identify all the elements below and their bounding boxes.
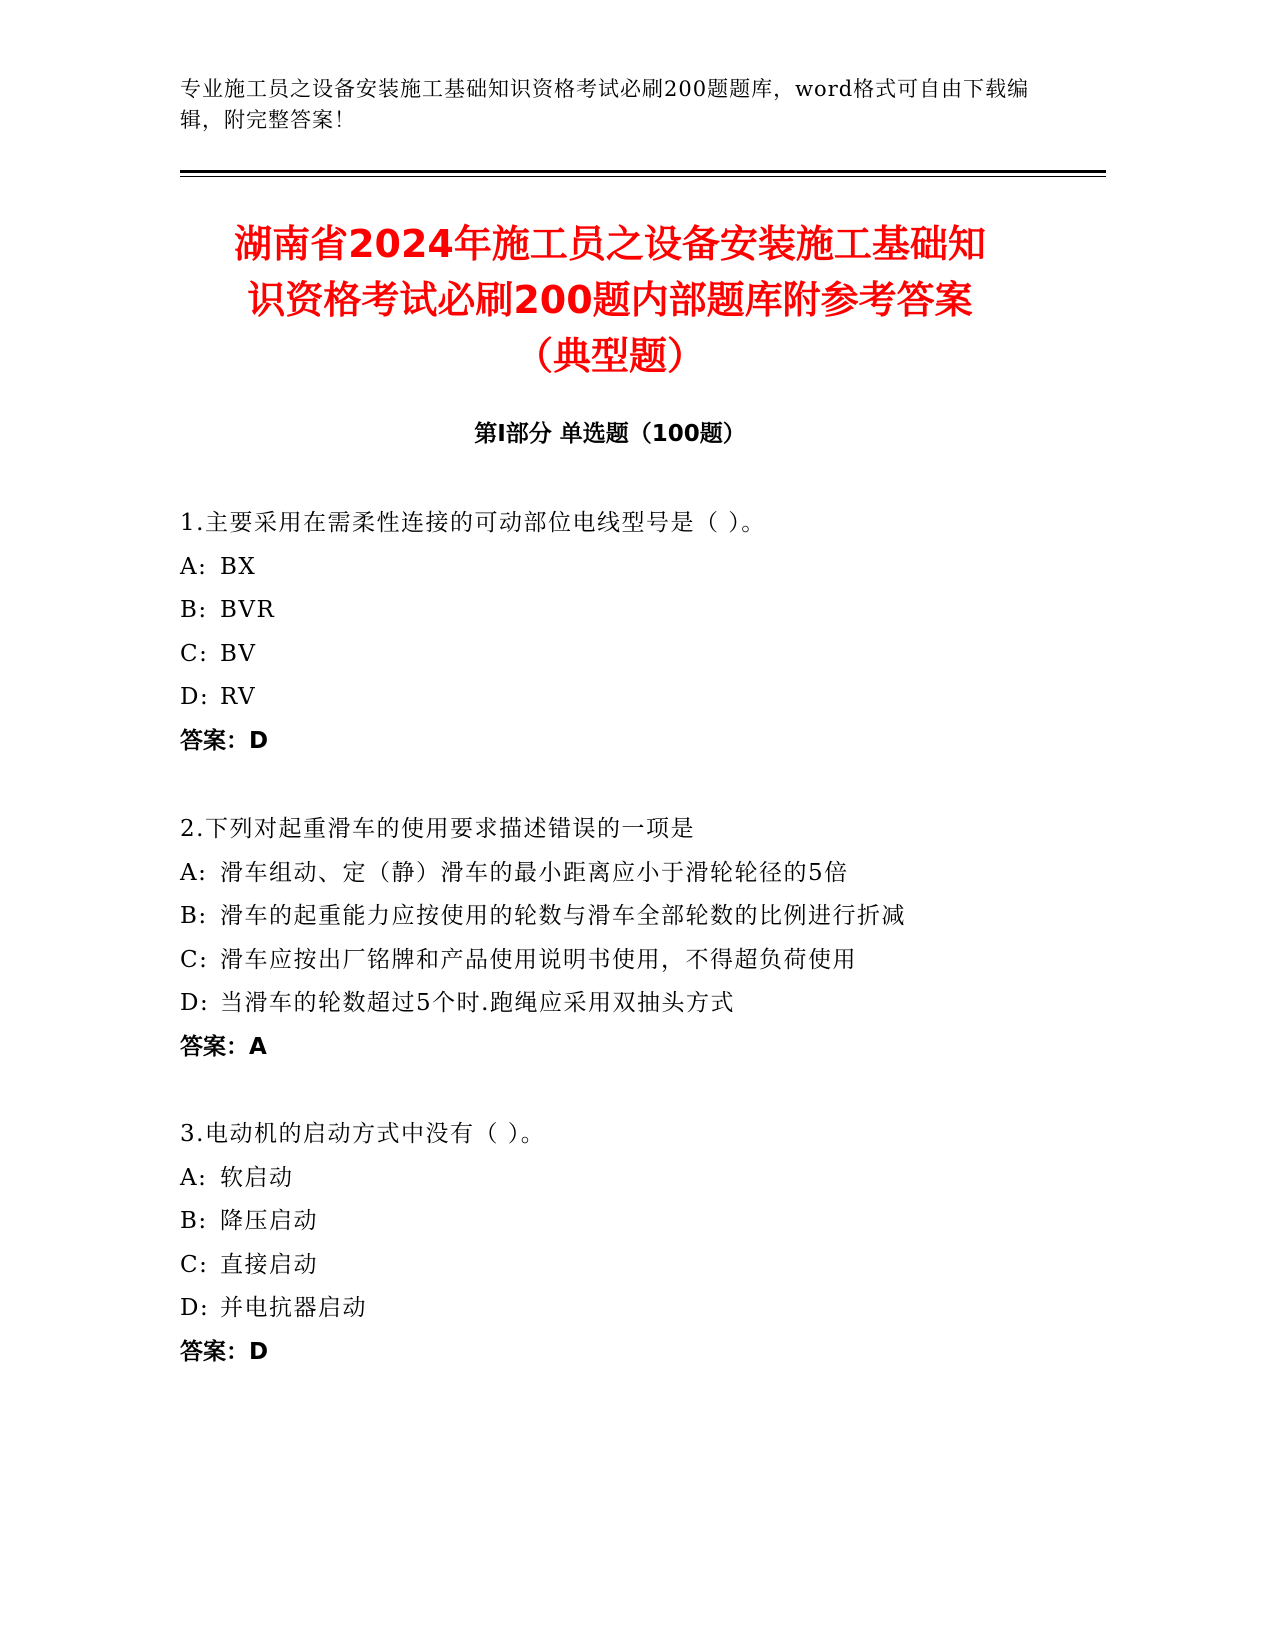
option-b <box>180 895 1060 939</box>
option-text: 软启动 <box>220 1164 294 1191</box>
option-text: 当滑车的轮数超过5个时.跑绳应采用双抽头方式 <box>220 990 735 1016</box>
option-label: A: <box>180 1164 208 1191</box>
answer: 答案：A <box>180 1033 267 1060</box>
option-label: A: <box>180 553 208 580</box>
option-text: 降压启动 <box>220 1208 318 1234</box>
option-d <box>180 676 1060 720</box>
header-note: 专业施工员之设备安装施工基础知识资格考试必刷200题题库，word格式可自由下载编辑，附完整答案！ <box>180 77 1030 132</box>
option-text: 直接启动 <box>220 1251 318 1278</box>
title-line-1: 湖南省2024年施工员之设备安装施工基础知 <box>234 222 986 266</box>
header-rule-thick <box>180 170 1106 173</box>
option-text: BV <box>220 640 257 667</box>
title-line-3: （典型题） <box>514 334 705 378</box>
option-label: B: <box>180 1208 208 1234</box>
option-label: A: <box>180 859 208 886</box>
option-text: 并电抗器启动 <box>220 1295 367 1321</box>
option-c <box>180 939 1060 983</box>
option-text: 滑车应按出厂铭牌和产品使用说明书使用，不得超负荷使用 <box>220 946 857 973</box>
option-b <box>180 1200 1060 1244</box>
option-label: C: <box>180 946 209 973</box>
option-label: D: <box>180 990 210 1016</box>
option-label: D: <box>180 1295 210 1321</box>
option-text: 滑车组动、定（静）滑车的最小距离应小于滑轮轮径的5倍 <box>220 859 849 886</box>
title-line-2: 识资格考试必刷200题内部题库附参考答案 <box>247 278 973 322</box>
section-heading: 第Ⅰ部分 单选题（100题） <box>474 421 746 447</box>
option-b <box>180 589 1060 633</box>
question-3 <box>180 1113 1060 1374</box>
option-d <box>180 982 1060 1026</box>
option-d <box>180 1287 1060 1331</box>
question-stem: 2.下列对起重滑车的使用要求描述错误的一项是 <box>180 816 695 842</box>
option-label: C: <box>180 640 209 667</box>
option-c <box>180 1244 1060 1288</box>
option-text: 滑车的起重能力应按使用的轮数与滑车全部轮数的比例进行折减 <box>220 903 906 929</box>
header-rule-thin <box>180 176 1106 177</box>
option-text: BVR <box>220 597 276 623</box>
question-1 <box>180 502 1060 763</box>
question-2 <box>180 808 1060 1069</box>
option-label: B: <box>180 903 208 929</box>
option-label: C: <box>180 1251 209 1278</box>
option-text: BX <box>220 553 257 580</box>
answer: 答案：D <box>180 727 269 754</box>
option-a <box>180 1157 1060 1201</box>
question-stem: 3.电动机的启动方式中没有（ ）。 <box>180 1121 546 1147</box>
option-a <box>180 852 1060 896</box>
option-text: RV <box>220 684 257 710</box>
document-title <box>175 216 1045 384</box>
question-stem: 1.主要采用在需柔性连接的可动部位电线型号是（ ）。 <box>180 510 766 536</box>
answer: 答案：D <box>180 1338 269 1365</box>
option-c <box>180 633 1060 677</box>
option-label: D: <box>180 684 210 710</box>
option-label: B: <box>180 597 208 623</box>
option-a <box>180 546 1060 590</box>
